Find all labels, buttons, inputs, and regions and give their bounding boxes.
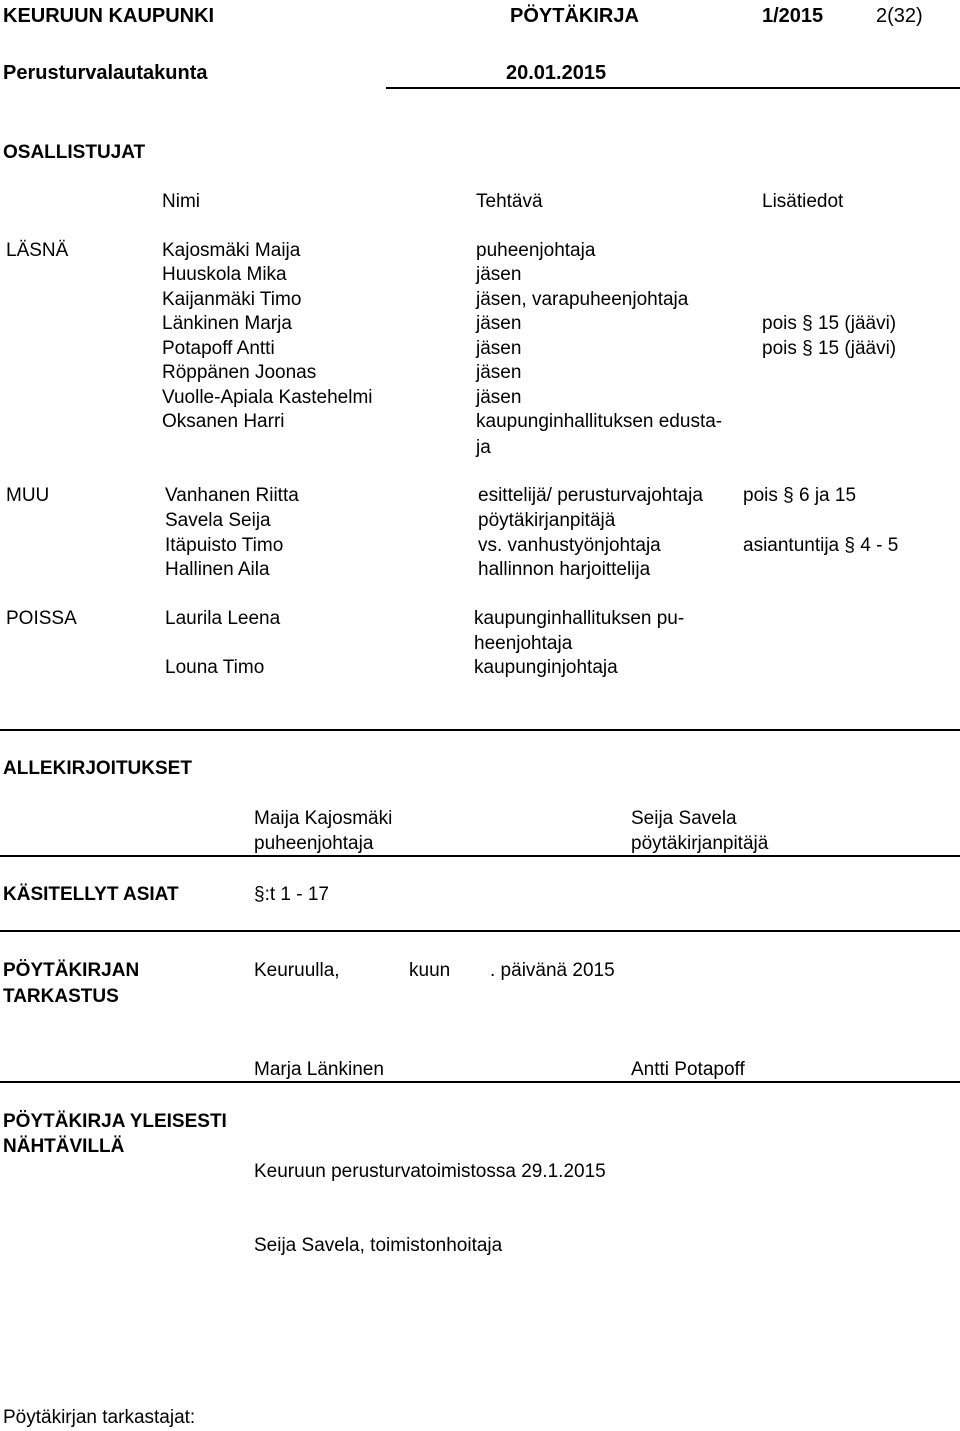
participant-role: kaupunginjohtaja (474, 657, 618, 678)
participant-role-continuation: ja (476, 437, 491, 458)
header-org: KEURUUN KAUPUNKI (3, 5, 215, 27)
public-label-line1: PÖYTÄKIRJA YLEISESTI (3, 1111, 227, 1132)
handled-value: §:t 1 - 17 (254, 884, 329, 905)
participant-role: pöytäkirjanpitäjä (478, 510, 616, 531)
participant-note: pois § 15 (jäävi) (762, 338, 897, 359)
footer-reviewers-label: Pöytäkirjan tarkastajat: (3, 1407, 196, 1428)
header-doc-type: PÖYTÄKIRJA (510, 5, 639, 27)
col-header-role: Tehtävä (476, 191, 543, 212)
participant-role: puheenjohtaja (476, 240, 596, 261)
participant-role: jäsen (476, 338, 522, 359)
participant-name: Vuolle-Apiala Kastehelmi (162, 387, 373, 408)
signer2-name: Seija Savela (631, 808, 737, 829)
header-rule (386, 87, 960, 89)
participant-name: Oksanen Harri (162, 411, 285, 432)
participant-name: Röppänen Joonas (162, 362, 317, 383)
header-board: Perusturvalautakunta (3, 62, 208, 84)
participant-note: asiantuntija § 4 - 5 (743, 535, 899, 556)
participant-name: Savela Seija (165, 510, 271, 531)
participant-name: Huuskola Mika (162, 264, 287, 285)
participant-role: kaupunginhallituksen edusta- (476, 411, 723, 432)
present-label: LÄSNÄ (6, 240, 69, 261)
review-place: Keuruulla, (254, 960, 340, 981)
participant-name: Hallinen Aila (165, 559, 270, 580)
participant-role: jäsen (476, 313, 522, 334)
col-header-notes: Lisätiedot (762, 191, 844, 212)
handled-label: KÄSITELLYT ASIAT (3, 884, 179, 905)
participant-name: Kaijanmäki Timo (162, 289, 302, 310)
section-divider (0, 930, 960, 932)
participant-role: vs. vanhustyönjohtaja (478, 535, 661, 556)
reviewer2-name: Antti Potapoff (631, 1059, 745, 1080)
participant-name: Itäpuisto Timo (165, 535, 284, 556)
section-divider (0, 1081, 960, 1083)
public-signer: Seija Savela, toimistonhoitaja (254, 1235, 503, 1256)
participant-name: Louna Timo (165, 657, 265, 678)
public-location-date: Keuruun perusturvatoimistossa 29.1.2015 (254, 1161, 606, 1182)
other-label: MUU (6, 485, 50, 506)
review-month-word: kuun (409, 960, 451, 981)
participant-role: jäsen (476, 362, 522, 383)
participant-role: jäsen (476, 264, 522, 285)
participants-title: OSALLISTUJAT (3, 142, 146, 163)
review-day-text: . päivänä 2015 (490, 960, 615, 981)
participant-role: jäsen, varapuheenjohtaja (476, 289, 689, 310)
participant-note: pois § 6 ja 15 (743, 485, 857, 506)
absent-label: POISSA (6, 608, 77, 629)
participant-name: Vanhanen Riitta (165, 485, 299, 506)
participant-name: Kajosmäki Maija (162, 240, 301, 261)
header-page-number: 2(32) (876, 5, 923, 27)
section-divider (0, 729, 960, 731)
participant-note: pois § 15 (jäävi) (762, 313, 897, 334)
signer1-role: puheenjohtaja (254, 833, 374, 854)
col-header-name: Nimi (162, 191, 200, 212)
participant-role: esittelijä/ perusturvajohtaja (478, 485, 703, 506)
review-label-line1: PÖYTÄKIRJAN (3, 960, 140, 981)
header-date: 20.01.2015 (506, 62, 607, 84)
signatures-title: ALLEKIRJOITUKSET (3, 758, 192, 779)
review-label-line2: TARKASTUS (3, 986, 119, 1007)
participant-name: Länkinen Marja (162, 313, 292, 334)
participant-role-continuation: heenjohtaja (474, 633, 573, 654)
reviewer1-name: Marja Länkinen (254, 1059, 384, 1080)
section-divider (0, 855, 960, 857)
participant-name: Potapoff Antti (162, 338, 275, 359)
signer2-role: pöytäkirjanpitäjä (631, 833, 769, 854)
participant-name: Laurila Leena (165, 608, 281, 629)
header-doc-number: 1/2015 (762, 5, 824, 27)
participant-role: jäsen (476, 387, 522, 408)
signer1-name: Maija Kajosmäki (254, 808, 393, 829)
participant-role: hallinnon harjoittelija (478, 559, 651, 580)
participant-role: kaupunginhallituksen pu- (474, 608, 685, 629)
public-label-line2: NÄHTÄVILLÄ (3, 1136, 125, 1157)
